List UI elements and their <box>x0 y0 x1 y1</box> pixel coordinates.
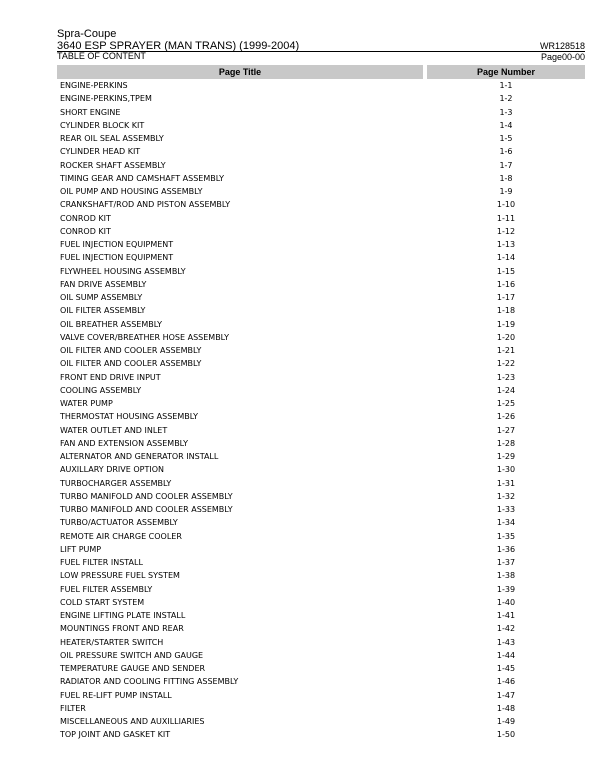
toc-table <box>57 65 585 742</box>
table-row <box>57 450 585 463</box>
table-row <box>57 357 585 370</box>
toc-entry-page: 1-42 <box>496 624 516 634</box>
toc-entry-page: 1-45 <box>496 664 516 674</box>
table-row <box>57 318 585 331</box>
toc-entry-page: 1-16 <box>496 279 516 289</box>
toc-entry-title: FAN AND EXTENSION ASSEMBLY <box>60 438 188 448</box>
toc-entry-page: 1-22 <box>496 359 516 369</box>
toc-entry-page: 1-26 <box>496 412 516 422</box>
toc-entry-page: 1-7 <box>499 160 513 170</box>
toc-entry-page: 1-25 <box>496 399 516 409</box>
toc-entry-page: 1-5 <box>499 134 513 144</box>
toc-entry-title: LIFT PUMP <box>60 544 102 554</box>
table-row <box>57 715 585 728</box>
toc-entry-title: FRONT END DRIVE INPUT <box>60 372 161 382</box>
document-title: 3640 ESP SPRAYER (MAN TRANS) (1999-2004) <box>57 40 300 52</box>
toc-entry-title: FUEL INJECTION EQUIPMENT <box>60 240 174 250</box>
table-row <box>57 106 585 119</box>
table-row <box>57 172 585 185</box>
toc-entry-page: 1-34 <box>496 518 516 528</box>
toc-entry-page: 1-20 <box>496 332 516 342</box>
toc-entry-title: OIL PUMP AND HOUSING ASSEMBLY <box>60 187 203 197</box>
table-row <box>57 92 585 105</box>
table-row <box>57 384 585 397</box>
toc-entry-title: OIL SUMP ASSEMBLY <box>60 293 143 303</box>
table-row <box>57 198 585 211</box>
column-header-page-title: Page Title <box>57 65 427 79</box>
toc-entry-title: TURBO/ACTUATOR ASSEMBLY <box>60 518 178 528</box>
toc-entry-title: COOLING ASSEMBLY <box>60 385 142 395</box>
toc-entry-page: 1-24 <box>496 385 516 395</box>
toc-entry-title: ENGINE-PERKINS,TPEM <box>60 94 152 104</box>
table-row <box>57 159 585 172</box>
document-id: WR128518 <box>539 41 585 51</box>
toc-entry-title: WATER PUMP <box>60 399 113 409</box>
toc-entry-title: TURBOCHARGER ASSEMBLY <box>60 478 172 488</box>
toc-entry-page: 1-6 <box>499 147 513 157</box>
toc-entry-title: OIL PRESSURE SWITCH AND GAUGE <box>60 650 204 660</box>
toc-entry-title: VALVE COVER/BREATHER HOSE ASSEMBLY <box>60 332 229 342</box>
toc-entry-title: ENGINE LIFTING PLATE INSTALL <box>60 611 186 621</box>
table-row <box>57 238 585 251</box>
toc-entry-page: 1-28 <box>496 438 516 448</box>
table-row <box>57 119 585 132</box>
toc-entry-page: 1-15 <box>496 266 516 276</box>
toc-entry-page: 1-35 <box>496 531 516 541</box>
toc-entry-title: REAR OIL SEAL ASSEMBLY <box>60 134 164 144</box>
toc-entry-title: CYLINDER BLOCK KIT <box>60 120 145 130</box>
toc-entry-title: FUEL FILTER INSTALL <box>60 558 143 568</box>
table-row <box>57 185 585 198</box>
toc-entry-title: TURBO MANIFOLD AND COOLER ASSEMBLY <box>60 505 233 515</box>
toc-entry-title: MISCELLANEOUS AND AUXILLIARIES <box>60 717 205 727</box>
toc-entry-page: 1-39 <box>496 584 516 594</box>
toc-entry-page: 1-36 <box>496 544 516 554</box>
table-row <box>57 410 585 423</box>
toc-entry-title: THERMOSTAT HOUSING ASSEMBLY <box>60 412 199 422</box>
toc-entry-page: 1-47 <box>496 690 516 700</box>
toc-entry-title: TOP JOINT AND GASKET KIT <box>60 730 171 740</box>
table-row <box>57 251 585 264</box>
toc-entry-page: 1-43 <box>496 637 516 647</box>
table-row <box>57 516 585 529</box>
toc-entry-title: COLD START SYSTEM <box>60 597 145 607</box>
toc-entry-title: ENGINE-PERKINS <box>60 81 128 91</box>
toc-entry-page: 1-30 <box>496 465 516 475</box>
toc-entry-page: 1-46 <box>496 677 516 687</box>
table-row <box>57 477 585 490</box>
toc-entry-page: 1-50 <box>496 730 516 740</box>
toc-entry-title: FUEL INJECTION EQUIPMENT <box>60 253 174 263</box>
toc-entry-page: 1-29 <box>496 452 516 462</box>
toc-entry-title: FAN DRIVE ASSEMBLY <box>60 279 147 289</box>
table-row <box>57 463 585 476</box>
table-row <box>57 225 585 238</box>
table-row <box>57 490 585 503</box>
table-row <box>57 371 585 384</box>
toc-entry-page: 1-49 <box>496 717 516 727</box>
column-header-page-number: Page Number <box>427 65 585 79</box>
toc-entry-page: 1-44 <box>496 650 516 660</box>
toc-entry-page: 1-1 <box>499 81 513 91</box>
toc-entry-page: 1-23 <box>496 372 516 382</box>
table-row <box>57 689 585 702</box>
toc-entry-title: MOUNTINGS FRONT AND REAR <box>60 624 184 634</box>
table-row <box>57 543 585 556</box>
toc-entry-title: CONROD KIT <box>60 213 111 223</box>
table-row <box>57 212 585 225</box>
toc-entry-title: ALTERNATOR AND GENERATOR INSTALL <box>60 452 219 462</box>
table-row <box>57 265 585 278</box>
toc-entry-title: OIL FILTER ASSEMBLY <box>60 306 146 316</box>
table-row <box>57 609 585 622</box>
toc-entry-page: 1-19 <box>496 319 516 329</box>
toc-entry-title: CRANKSHAFT/ROD AND PISTON ASSEMBLY <box>60 200 231 210</box>
toc-entry-page: 1-14 <box>496 253 516 263</box>
toc-entry-title: OIL BREATHER ASSEMBLY <box>60 319 163 329</box>
table-row <box>57 583 585 596</box>
toc-entry-title: WATER OUTLET AND INLET <box>60 425 168 435</box>
table-row <box>57 636 585 649</box>
table-row <box>57 530 585 543</box>
table-row <box>57 344 585 357</box>
toc-entry-page: 1-40 <box>496 597 516 607</box>
table-row <box>57 145 585 158</box>
toc-entry-title: AUXILLARY DRIVE OPTION <box>60 465 165 475</box>
toc-entry-page: 1-17 <box>496 293 516 303</box>
toc-entry-page: 1-18 <box>496 306 516 316</box>
table-row <box>57 596 585 609</box>
table-row <box>57 437 585 450</box>
toc-header-row <box>57 65 585 79</box>
toc-entry-title: LOW PRESSURE FUEL SYSTEM <box>60 571 180 581</box>
table-row <box>57 556 585 569</box>
toc-entry-title: OIL FILTER AND COOLER ASSEMBLY <box>60 346 202 356</box>
document-subtitle: TABLE OF CONTENT <box>57 51 146 61</box>
table-row <box>57 304 585 317</box>
toc-entry-page: 1-11 <box>496 213 516 223</box>
table-row <box>57 728 585 741</box>
toc-entry-page: 1-8 <box>499 173 513 183</box>
toc-entry-title: FLYWHEEL HOUSING ASSEMBLY <box>60 266 186 276</box>
table-row <box>57 331 585 344</box>
toc-entry-title: REMOTE AIR CHARGE COOLER <box>60 531 182 541</box>
table-row <box>57 662 585 675</box>
toc-entry-title: HEATER/STARTER SWITCH <box>60 637 164 647</box>
page-id: Page00-00 <box>540 52 585 62</box>
toc-entry-title: SHORT ENGINE <box>60 107 121 117</box>
toc-entry-title: TURBO MANIFOLD AND COOLER ASSEMBLY <box>60 491 233 501</box>
table-row <box>57 132 585 145</box>
table-row <box>57 424 585 437</box>
toc-entry-page: 1-3 <box>499 107 513 117</box>
toc-entry-title: ROCKER SHAFT ASSEMBLY <box>60 160 166 170</box>
toc-entry-page: 1-4 <box>499 120 513 130</box>
table-row <box>57 397 585 410</box>
toc-entry-page: 1-27 <box>496 425 516 435</box>
toc-entry-page: 1-12 <box>496 226 516 236</box>
table-row <box>57 503 585 516</box>
brand-name: Spra-Coupe <box>57 28 117 40</box>
table-row <box>57 569 585 582</box>
table-row <box>57 702 585 715</box>
toc-entry-page: 1-2 <box>499 94 513 104</box>
toc-body <box>57 79 585 742</box>
toc-entry-title: OIL FILTER AND COOLER ASSEMBLY <box>60 359 202 369</box>
toc-entry-page: 1-9 <box>499 187 513 197</box>
toc-entry-title: RADIATOR AND COOLING FITTING ASSEMBLY <box>60 677 239 687</box>
toc-entry-title: TEMPERATURE GAUGE AND SENDER <box>60 664 206 674</box>
toc-entry-page: 1-41 <box>496 611 516 621</box>
toc-entry-title: FILTER <box>60 703 86 713</box>
toc-entry-page: 1-13 <box>496 240 516 250</box>
toc-entry-page: 1-37 <box>496 558 516 568</box>
table-row <box>57 675 585 688</box>
toc-entry-page: 1-31 <box>496 478 516 488</box>
toc-entry-title: FUEL FILTER ASSEMBLY <box>60 584 153 594</box>
toc-entry-page: 1-32 <box>496 491 516 501</box>
table-row <box>57 79 585 92</box>
toc-entry-title: FUEL RE-LIFT PUMP INSTALL <box>60 690 172 700</box>
toc-entry-page: 1-33 <box>496 505 516 515</box>
toc-entry-page: 1-48 <box>496 703 516 713</box>
toc-entry-page: 1-10 <box>496 200 516 210</box>
table-row <box>57 649 585 662</box>
toc-entry-page: 1-38 <box>496 571 516 581</box>
toc-entry-title: CYLINDER HEAD KIT <box>60 147 141 157</box>
table-row <box>57 291 585 304</box>
table-row <box>57 622 585 635</box>
toc-entry-title: TIMING GEAR AND CAMSHAFT ASSEMBLY <box>60 173 224 183</box>
toc-entry-title: CONROD KIT <box>60 226 111 236</box>
toc-entry-page: 1-21 <box>496 346 516 356</box>
table-row <box>57 278 585 291</box>
